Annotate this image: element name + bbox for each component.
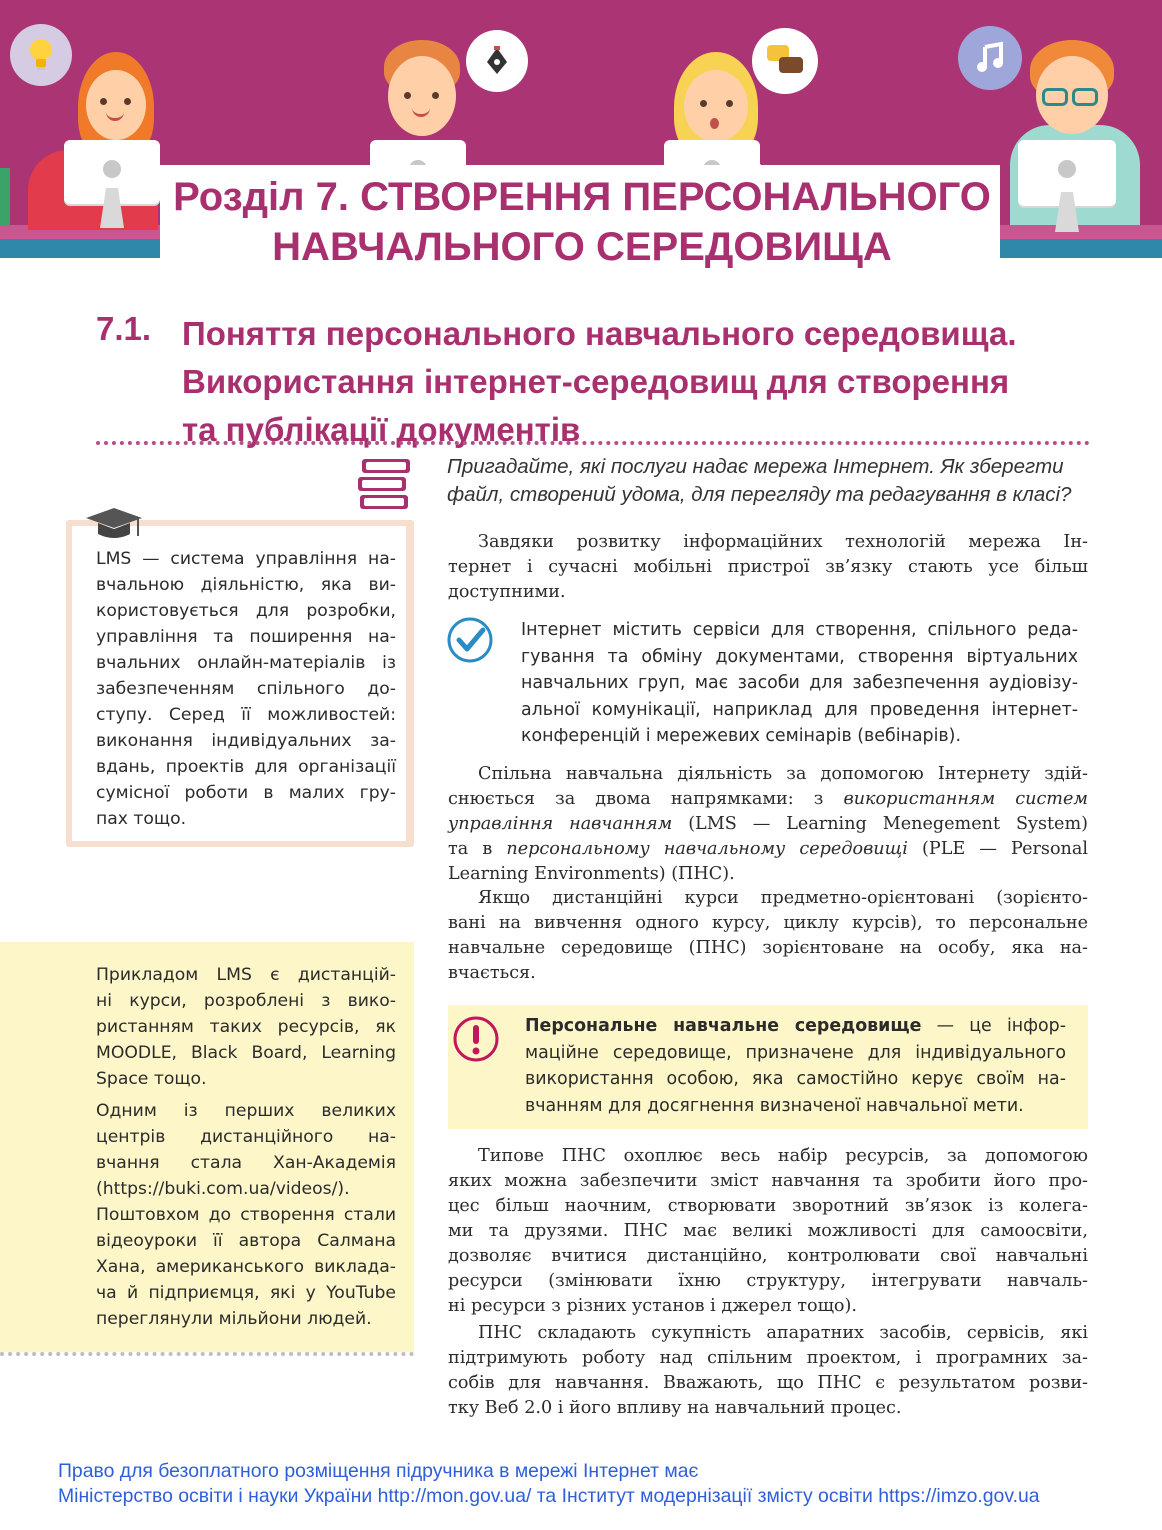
definition-text: Персональне навчальне середовище — це інфор- маційне середовище, призначене для індивідуального використання особою, яка самостійно керує своїм на- вчанням для досягнення визначеної навчальної мети.: [525, 1016, 1066, 1116]
lms-definition-text: LMS — система управління на- вчальною діяльністю, яка ви- користовується для розробки, управління та поширення на- вчальних онлайн-матеріалів із забезпеченням спільного до- ступу. Серед її можливостей: виконання індивідуальних за- вдань, проектів для організації сумісної роботи в малих гру- пах тощо.: [96, 549, 396, 829]
review-question: Пригадайте, які послуги надає мережа Інтернет. Як зберегти файл, створений удома, для перегляду та редагування в класі?: [447, 455, 1072, 506]
collaboration-paragraph: Спільна навчальна діяльність за допомогою Інтернету здій- снюється за двома напрямками: з використанням систем управління навчанням (LMS — Learning Menegement System) та в персональному навчальному середовищі (PLE — Personal Learning Environments) (ПНС).: [448, 764, 1089, 884]
copyright-footer: [58, 1459, 1040, 1509]
books-icon: [356, 455, 412, 513]
sidebar-divider: [0, 1352, 414, 1356]
definition-term: Персональне навчальне середовище: [525, 1016, 922, 1036]
music-note-icon: [958, 26, 1022, 90]
pns-composition-paragraph: ПНС складають сукупність апаратних засобів, сервісів, які підтримують роботу над спільним проектом, і програмних за- собів для навчання. Вважають, що ПНС є результатом розви- тку Веб 2.0 і його впливу на навчальний процес.: [448, 1323, 1088, 1418]
graduation-cap-icon: [84, 506, 144, 546]
section-number: 7.1.: [96, 310, 152, 347]
pen-nib-icon: [466, 30, 528, 92]
footer-line-1: Право для безоплатного розміщення підручника в мережі Інтернет має: [58, 1460, 699, 1482]
section-divider: [96, 441, 1090, 445]
checkmark-icon: [446, 616, 494, 664]
section-title: Поняття персонального навчального середовища. Використання інтернет-середовищ для створення та публікації документів: [182, 315, 1017, 448]
intro-paragraph: Завдяки розвитку інформаційних технологій мережа Ін- тернет і сучасні мобільні пристрої зв’язку стають усе більш доступними.: [448, 532, 1088, 602]
exclamation-icon: [452, 1015, 500, 1063]
internet-services-note: Інтернет містить сервіси для створення, спільного реда- гування та обміну документами, створення віртуальних навчальних груп, має засоби для забезпечення аудіовізу- альної комунікації, наприклад для проведення інтернет- конференцій і мережевих семінарів (вебінарів).: [521, 620, 1078, 746]
sidebar-paragraph-khan-academy: Одним із перших великих центрів дистанційного на- вчання стала Хан-Академія (https://buki.com.ua/videos/). Поштовхом до створення стали відеоуроки її автора Салмана Хана, американського виклада- ча й підприємця, які у YouTube переглянули мільйони людей.: [96, 1101, 396, 1329]
courses-paragraph: Якщо дистанційні курси предметно-орієнтовані (зорієнто- вані на вивчення одного курсу, циклу курсів), то персональне навчальне середовище (ПНС) зорієнтоване на особу, яка на- вчається.: [448, 888, 1088, 983]
book-spines: [0, 168, 10, 226]
pns-paragraph: Типове ПНС охоплює весь набір ресурсів, за допомогою яких можна забезпечити зміст навчання та зробити його про- цес більш наочним, створювати зворотний зв’язок із колега- ми та друзями. ПНС має великі можливості для самоосвіти, дозволяє вчитися дистанційно, контролювати свої навчальні ресурси (змінювати їхню структуру, інтегрувати навчаль- ні ресурси з різних установ і джерел тощо).: [448, 1146, 1088, 1316]
lightbulb-icon: [10, 24, 72, 86]
sidebar-paragraph-lms-examples: Прикладом LMS є дистанцій- ні курси, розроблені з вико- ристанням таких ресурсів, як MOODLE, Black Board, Learning Space тощо.: [96, 965, 396, 1089]
footer-line-2: Міністерство освіти і науки України http://mon.gov.ua/ та Інститут модернізації змісту освіти https://imzo.gov.ua: [58, 1485, 1040, 1507]
chapter-title: Розділ 7. СТВОРЕННЯ ПЕРСОНАЛЬНОГО НАВЧАЛЬНОГО СЕРЕДОВИЩА: [173, 175, 991, 269]
speech-bubbles-icon: [752, 28, 818, 94]
